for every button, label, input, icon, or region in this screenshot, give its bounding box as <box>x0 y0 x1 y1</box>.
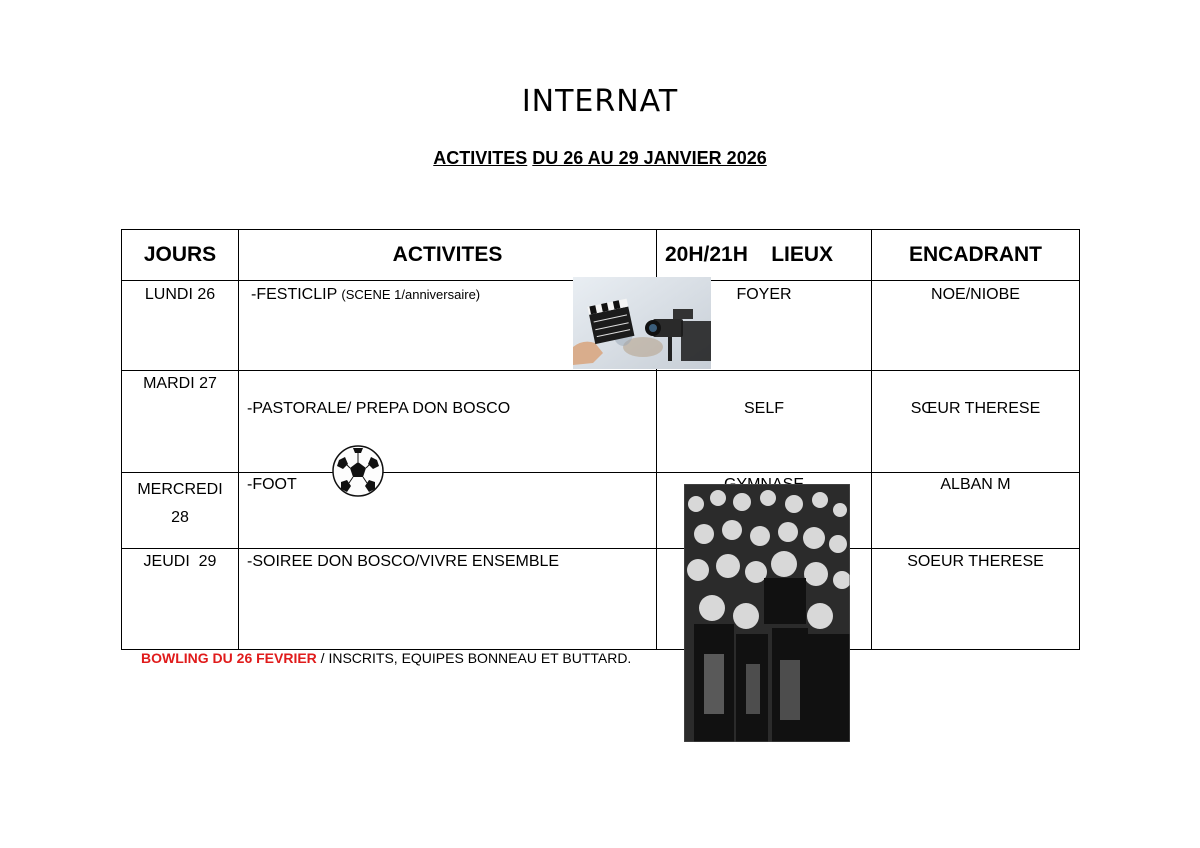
cell-jour: LUNDI 26 <box>122 281 239 371</box>
cell-encadrant: NOE/NIOBE <box>872 281 1080 371</box>
cell-encadrant: SOEUR THERESE <box>872 549 1080 650</box>
table-row <box>122 371 1080 473</box>
header-encadrant: ENCADRANT <box>872 230 1080 281</box>
footer-highlight: BOWLING DU 26 FEVRIER <box>141 650 317 666</box>
cell-activite: -SOIREE DON BOSCO/VIVRE ENSEMBLE <box>239 549 657 650</box>
cell-encadrant: SŒUR THERESE <box>872 371 1080 473</box>
header-lieux: 20H/21H LIEUX <box>657 230 872 281</box>
cell-jour: MARDI 27 <box>122 371 239 473</box>
page-subtitle <box>0 148 1200 169</box>
don-bosco-group-photo <box>684 484 850 742</box>
table-row <box>122 473 1080 549</box>
subtitle-activites: ACTIVITES <box>433 148 528 168</box>
table-header-row <box>122 230 1080 281</box>
cell-lieu: SELF <box>657 371 872 473</box>
cell-jour: JEUDI 29 <box>122 549 239 650</box>
clapperboard-camera-photo <box>573 277 711 369</box>
cell-lieu: FOYER <box>657 281 872 371</box>
activite-note: (SCENE 1/anniversaire) <box>341 287 481 302</box>
cell-encadrant: ALBAN M <box>872 473 1080 549</box>
activite-label: -FESTICLIP <box>251 286 337 303</box>
footer-note <box>141 650 631 666</box>
cell-jour: MERCREDI 28 <box>122 473 239 549</box>
cell-activite: -FOOT <box>239 473 657 549</box>
footer-rest: / INSCRITS, EQUIPES BONNEAU ET BUTTARD. <box>316 650 632 666</box>
subtitle-dates: DU 26 AU 29 JANVIER 2026 <box>532 148 767 168</box>
header-jours: JOURS <box>122 230 239 281</box>
cell-activite: -PASTORALE/ PREPA DON BOSCO <box>239 371 657 473</box>
header-activites: ACTIVITES <box>239 230 657 281</box>
soccer-ball-icon <box>331 444 385 498</box>
page-title: INTERNAT <box>521 84 679 119</box>
table-row <box>122 549 1080 650</box>
